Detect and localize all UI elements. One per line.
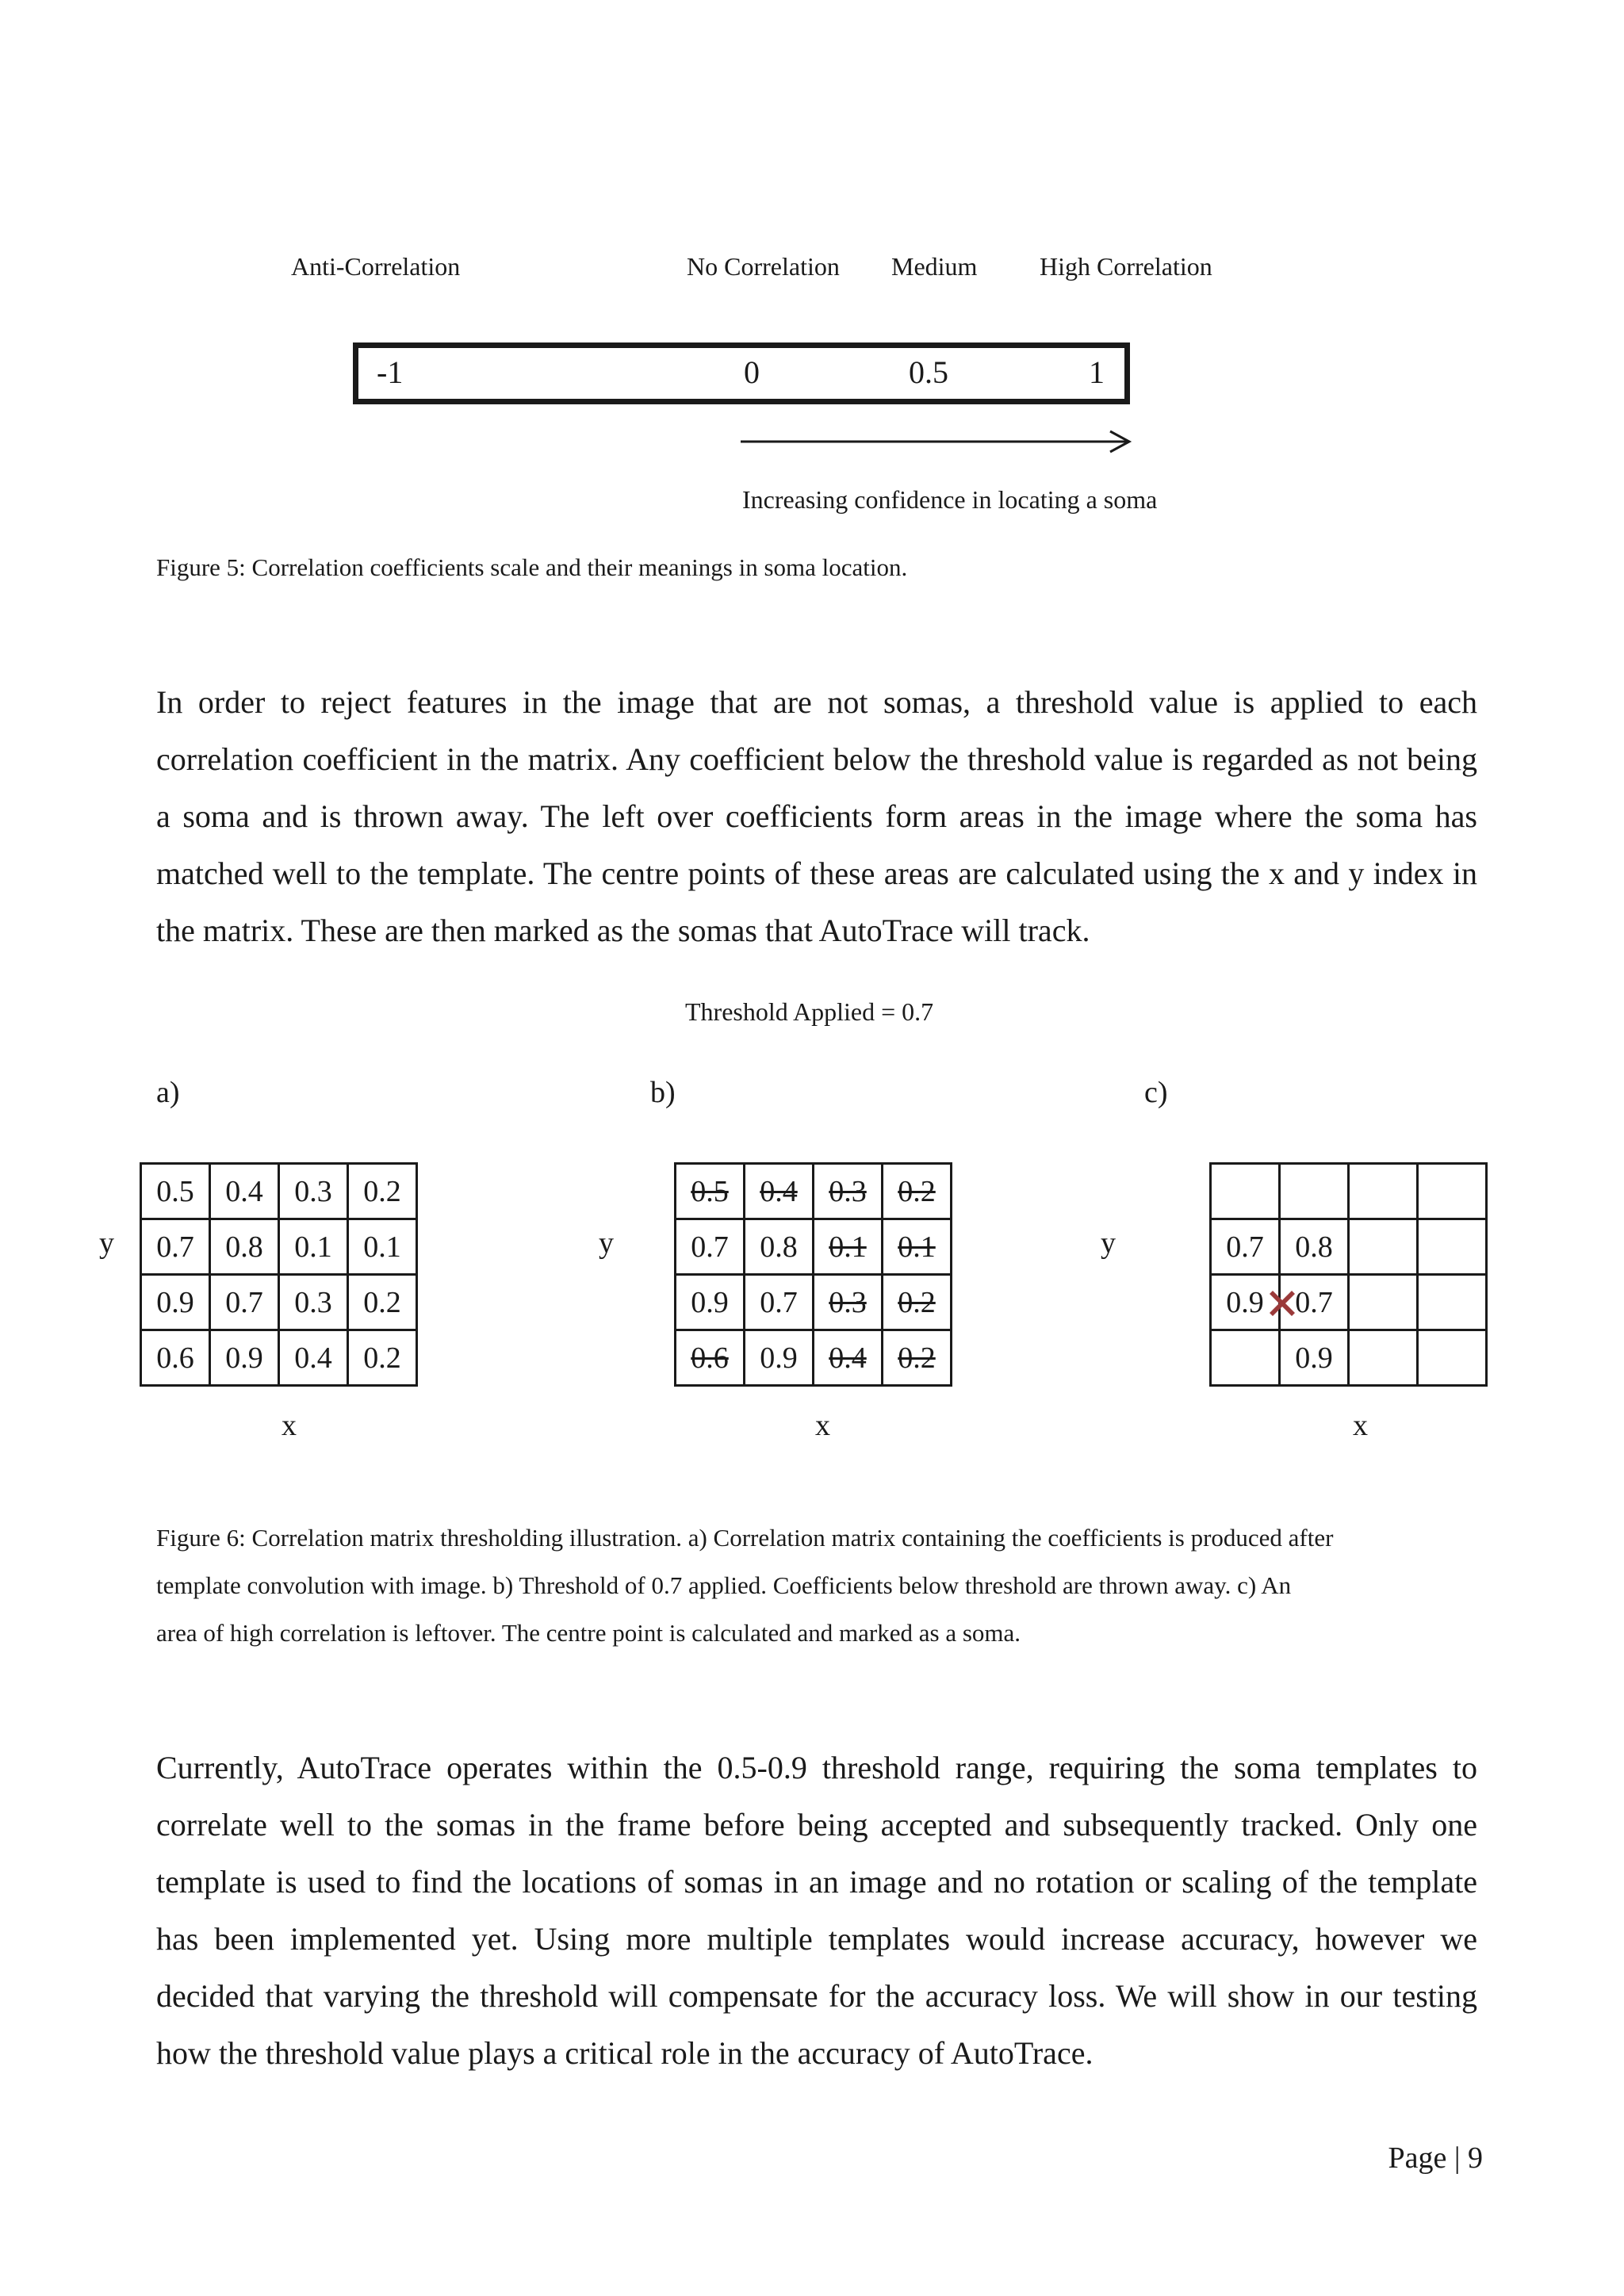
matrix-cell: 0.3 xyxy=(814,1164,883,1219)
matrix-cell: 0.2 xyxy=(348,1164,417,1219)
matrix-cell: 0.2 xyxy=(883,1330,952,1386)
matrix-row xyxy=(141,1164,417,1219)
matrix-row xyxy=(676,1164,952,1219)
matrix-cell: 0.9 xyxy=(745,1330,814,1386)
arrow-right-icon xyxy=(737,427,1134,457)
matrix-cell xyxy=(1418,1275,1487,1330)
matrix-cell xyxy=(1211,1330,1280,1386)
matrix-cell: 0.9 xyxy=(210,1330,279,1386)
matrix-cell xyxy=(1418,1164,1487,1219)
y-axis-label-b: y xyxy=(599,1226,614,1260)
matrix-cell xyxy=(1349,1219,1418,1275)
matrix-cell: 0.2 xyxy=(883,1164,952,1219)
matrix-cell: 0.5 xyxy=(676,1164,745,1219)
panel-label-a: a) xyxy=(156,1076,180,1109)
matrix-cell: 0.4 xyxy=(814,1330,883,1386)
label-anti-correlation: Anti-Correlation xyxy=(291,252,461,281)
matrix-row xyxy=(676,1330,952,1386)
matrix-cell: 0.1 xyxy=(348,1219,417,1275)
matrix-cell: 0.7 xyxy=(141,1219,210,1275)
arrow-caption: Increasing confidence in locating a soma xyxy=(742,485,1158,514)
matrix-row xyxy=(1211,1219,1487,1275)
scale-value-0: 0 xyxy=(744,354,760,390)
matrix-row xyxy=(676,1219,952,1275)
label-no-correlation: No Correlation xyxy=(687,252,840,281)
matrix-cell: 0.8 xyxy=(1280,1219,1349,1275)
label-medium: Medium xyxy=(891,252,978,281)
matrix-cell: 0.3 xyxy=(279,1275,348,1330)
matrix-row xyxy=(676,1275,952,1330)
matrix-cell: 0.9 xyxy=(1280,1330,1349,1386)
x-axis-label-c: x xyxy=(1353,1409,1368,1442)
figure5-caption: Figure 5: Correlation coefficients scale and their meanings in soma location. xyxy=(156,553,908,581)
matrix-cell: 0.1 xyxy=(883,1219,952,1275)
correlation-scale-box xyxy=(353,342,1130,404)
matrix-cell: 0.6 xyxy=(676,1330,745,1386)
matrix-cell xyxy=(1211,1164,1280,1219)
matrix-row xyxy=(1211,1164,1487,1219)
threshold-title: Threshold Applied = 0.7 xyxy=(685,997,934,1026)
matrix-row xyxy=(141,1330,417,1386)
matrix-cell: 0.7 xyxy=(676,1219,745,1275)
matrix-cell: 0.2 xyxy=(348,1330,417,1386)
figure6-caption-line-2: template convolution with image. b) Threshold of 0.7 applied. Coefficients below threshold are thrown away. c) An xyxy=(156,1571,1292,1599)
matrix-row xyxy=(1211,1275,1487,1330)
panel-label-b: b) xyxy=(650,1076,676,1109)
matrix-cell: 0.2 xyxy=(883,1275,952,1330)
matrix-cell: 0.7 xyxy=(1211,1219,1280,1275)
matrix-cell: 0.3 xyxy=(279,1164,348,1219)
matrix-cell: 0.4 xyxy=(279,1330,348,1386)
figure6-caption-line-1: Figure 6: Correlation matrix thresholding illustration. a) Correlation matrix containing the coefficients is produced after xyxy=(156,1524,1334,1552)
matrix-cell xyxy=(1418,1330,1487,1386)
matrix-cell xyxy=(1418,1219,1487,1275)
matrix-cell: 0.4 xyxy=(210,1164,279,1219)
label-high-correlation: High Correlation xyxy=(1040,252,1212,281)
matrix-cell xyxy=(1280,1164,1349,1219)
matrix-cell: 0.2 xyxy=(348,1275,417,1330)
matrix-cell: 0.1 xyxy=(814,1219,883,1275)
scale-value-05: 0.5 xyxy=(909,354,948,390)
body-paragraph-1: In order to reject features in the image that are not somas, a threshold value is applied to each correlation coefficient in the matrix. Any coefficient below the threshold value is regarded as not being a soma and is thrown away. The left over coefficients form areas in the image where the soma has matched well to the template. The centre points of these areas are calculated using the x and y index in the matrix. These are then marked as the somas that AutoTrace will track. xyxy=(156,684,1477,948)
scale-value-1: 1 xyxy=(1089,354,1105,390)
cross-marker-icon xyxy=(1266,1288,1298,1319)
matrix-row xyxy=(1211,1330,1487,1386)
panel-label-c: c) xyxy=(1144,1076,1168,1109)
y-axis-label-c: y xyxy=(1101,1226,1116,1260)
matrix-cell: 0.9 xyxy=(141,1275,210,1330)
page-number: Page | 9 xyxy=(1388,2141,1483,2175)
figure6-caption-line-3: area of high correlation is leftover. The centre point is calculated and marked as a soma. xyxy=(156,1619,1021,1647)
x-axis-label-b: x xyxy=(815,1409,830,1442)
matrix-cell: 0.5 xyxy=(141,1164,210,1219)
matrix-cell: 0.8 xyxy=(745,1219,814,1275)
matrix-cell: 0.4 xyxy=(745,1164,814,1219)
matrix-cell: 0.7 xyxy=(1280,1275,1349,1330)
matrix-cell: 0.9 xyxy=(1211,1275,1280,1330)
matrix-cell xyxy=(1349,1275,1418,1330)
x-axis-label-a: x xyxy=(282,1409,297,1442)
correlation-matrix-b xyxy=(674,1162,952,1387)
matrix-cell xyxy=(1349,1330,1418,1386)
matrix-cell: 0.1 xyxy=(279,1219,348,1275)
matrix-cell: 0.7 xyxy=(745,1275,814,1330)
matrix-cell: 0.8 xyxy=(210,1219,279,1275)
matrix-row xyxy=(141,1219,417,1275)
matrix-cell: 0.6 xyxy=(141,1330,210,1386)
correlation-matrix-a xyxy=(140,1162,418,1387)
correlation-matrix-c xyxy=(1209,1162,1488,1387)
y-axis-label-a: y xyxy=(99,1226,114,1260)
matrix-cell: 0.3 xyxy=(814,1275,883,1330)
matrix-row xyxy=(141,1275,417,1330)
body-paragraph-2: Currently, AutoTrace operates within the 0.5-0.9 threshold range, requiring the soma templates to correlate well to the somas in the frame before being accepted and subsequently tracked. Only one template is used to find the locations of somas in an image and no rotation or scaling of the template has been implemented yet. Using more multiple templates would increase accuracy, however we decided that varying the threshold will compensate for the accuracy loss. We will show in our testing how the threshold value plays a critical role in the accuracy of AutoTrace. xyxy=(156,1750,1477,2071)
matrix-cell: 0.7 xyxy=(210,1275,279,1330)
matrix-cell: 0.9 xyxy=(676,1275,745,1330)
matrix-cell xyxy=(1349,1164,1418,1219)
scale-value-neg1: -1 xyxy=(377,354,404,390)
